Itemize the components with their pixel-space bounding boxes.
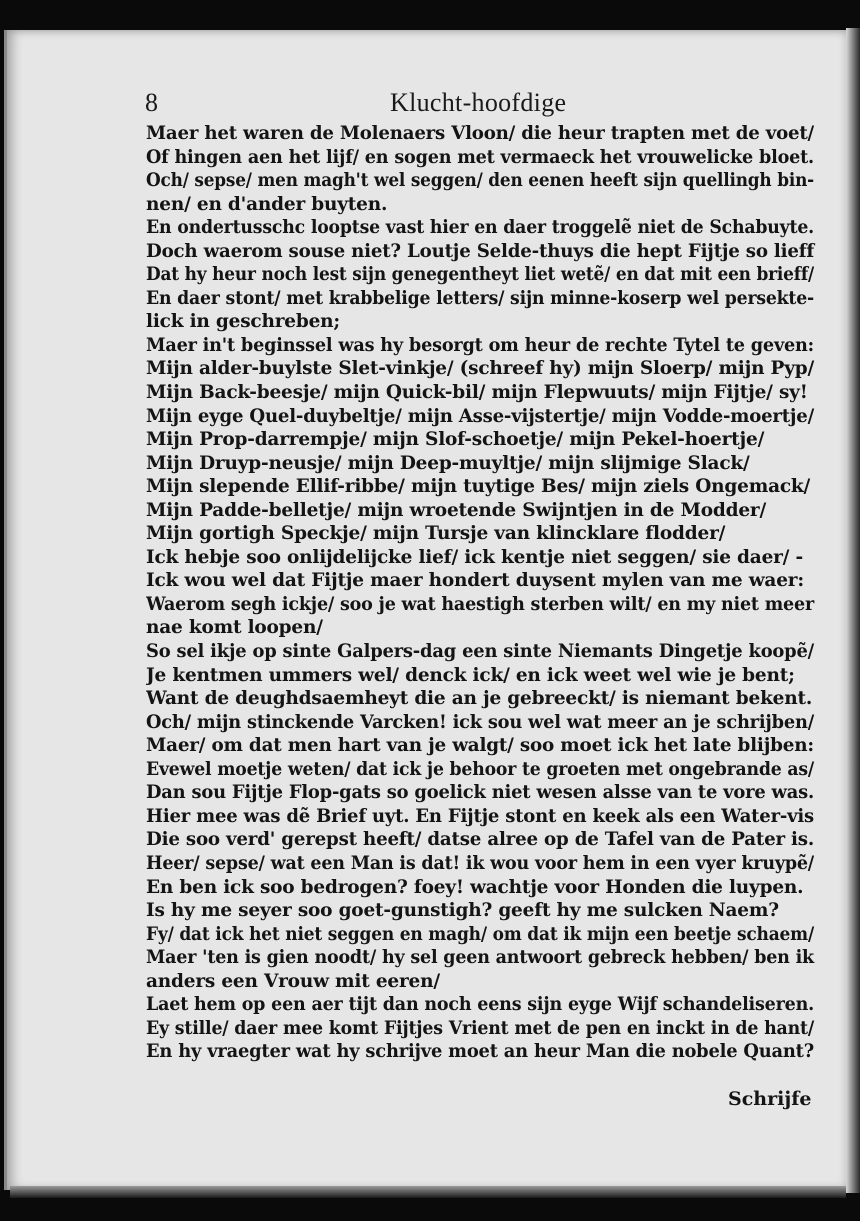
- text-line: Dan sou Fijtje Flop-gats so goelick niet wesen alsse van te vore was.: [146, 782, 814, 804]
- text-line: So sel ikje op sinte Galpers-dag een sinte Niemants Dingetje koopẽ/: [146, 641, 814, 663]
- text-line: Evewel moetje weten/ dat ick je behoor te groeten met ongebrande as/: [146, 758, 814, 780]
- text-line: Maer het waren de Molenaers Vloon/ die heur trapten met de voet/: [146, 123, 814, 144]
- text-line: nae komt loopen/: [146, 617, 323, 639]
- text-line: Mijn alder-buylste Slet-vinkje/ (schreef hy) mijn Sloerp/ mijn Pyp/: [146, 358, 814, 380]
- text-line: Je kentmen ummers wel/ denck ick/ en ick weet wel wie je bent;: [146, 664, 795, 686]
- text-line: Die soo verd' gerepst heeft/ datse alree op de Tafel van de Pater is.: [146, 829, 814, 851]
- page-number: 8: [145, 88, 158, 117]
- body-text: [146, 122, 816, 1064]
- text-line: Mijn Back-beesje/ mijn Quick-bil/ mijn Flepwuuts/ mijn Fijtje/ sy!: [146, 382, 808, 404]
- text-line: Laet hem op een aer tijt dan noch eens sijn eyge Wijf schandeliseren.: [146, 994, 814, 1016]
- text-line: Maer in't beginssel was hy besorgt om heur de rechte Tytel te geven:: [146, 334, 814, 356]
- text-line: Mijn Druyp-neusje/ mijn Deep-muyltje/ mijn slijmige Slack/: [146, 452, 750, 474]
- text-line: Mijn Prop-darrempje/ mijn Slof-schoetje/ mijn Pekel-hoertje/: [146, 429, 765, 451]
- text-line: Dat hy heur noch lest sijn genegentheyt liet wetẽ/ en dat mit een brieff/: [146, 264, 814, 286]
- text-line: Mijn gortigh Speckje/ mijn Tursje van klincklare flodder/: [146, 523, 726, 545]
- text-line: En daer stont/ met krabbelige letters/ sijn minne-koserp wel persekte-: [146, 287, 814, 309]
- text-line: Mijn eyge Quel-duybeltje/ mijn Asse-vijstertje/ mijn Vodde-moertje/: [146, 405, 814, 427]
- text-line: lick in geschreben;: [146, 311, 341, 333]
- text-line: Ick hebje soo onlijdelijcke lief/ ick kentje niet seggen/ sie daer/ -: [146, 546, 803, 568]
- text-line: Doch waerom souse niet? Loutje Selde-thuys die hept Fijtje so lieff: [146, 240, 814, 262]
- text-line: nen/ en d'ander buyten.: [146, 193, 388, 215]
- catchword: Schrijfe: [728, 1088, 812, 1110]
- text-line: Mijn slepende Ellif-ribbe/ mijn tuytige Bes/ mijn ziels Ongemack/: [146, 476, 811, 498]
- text-line: Of hingen aen het lijf/ en sogen met vermaeck het vrouwelicke bloet.: [146, 146, 814, 168]
- text-line: Maer 'ten is gien noodt/ hy sel geen antwoort gebreck hebben/ ben ik: [146, 947, 814, 969]
- text-line: En ben ick soo bedrogen? foey! wachtje voor Honden die luypen.: [146, 876, 804, 898]
- text-line: anders een Vrouw mit eeren/: [146, 970, 440, 992]
- page-edge-right: [846, 28, 860, 1193]
- text-line: Ick wou wel dat Fijtje maer hondert duysent mylen van me waer:: [146, 570, 804, 592]
- text-line: Mijn Padde-belletje/ mijn wroetende Swijntjen in de Modder/: [146, 499, 767, 521]
- text-line: Fy/ dat ick het niet seggen en magh/ om dat ik mijn een beetje schaem/: [146, 923, 814, 945]
- text-line: Ey stille/ daer mee komt Fijtjes Vrient met de pen en inckt in de hant/: [146, 1017, 814, 1039]
- text-line: Waerom segh ickje/ soo je wat haestigh sterben wilt/ en my niet meer: [146, 593, 814, 615]
- text-line: Hier mee was dẽ Brief uyt. En Fijtje stont en keek als een Water-vis: [146, 805, 814, 827]
- running-head: Klucht-hoofdige: [390, 88, 567, 117]
- text-line: Och/ mijn stinckende Varcken! ick sou wel wat meer an je schrijben/: [146, 711, 814, 733]
- text-line: Is hy me seyer soo goet-gunstigh? geeft hy me sulcken Naem?: [146, 900, 779, 922]
- text-line: En hy vraegter wat hy schrijve moet an heur Man die nobele Quant?: [146, 1041, 814, 1063]
- page-header: [145, 88, 805, 122]
- page-edge-bottom: [10, 1186, 846, 1198]
- text-line: Want de deughdsaemheyt die an je gebreeckt/ is niemant bekent.: [146, 688, 813, 710]
- text-line: Heer/ sepse/ wat een Man is dat! ik wou voor hem in een vyer kruypẽ/: [146, 852, 814, 874]
- text-line: Maer/ om dat men hart van je walgt/ soo moet ick het late blijben:: [146, 735, 814, 757]
- text-line: Och/ sepse/ men magh't wel seggen/ den eenen heeft sijn quellingh bin-: [146, 170, 814, 192]
- text-line: En ondertusschc looptse vast hier en daer troggelẽ niet de Schabuyte.: [146, 217, 814, 239]
